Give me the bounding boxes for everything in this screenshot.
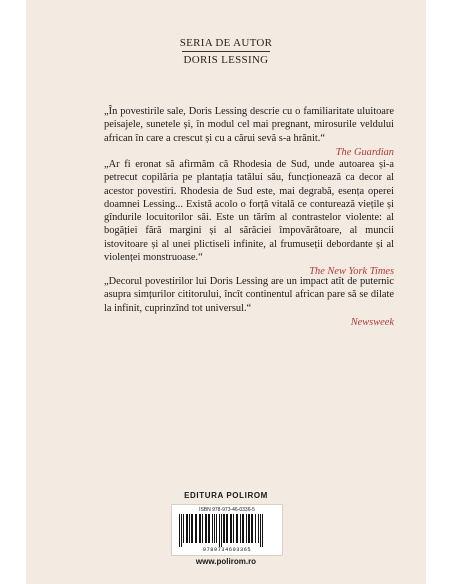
quote-newsweek bbox=[104, 275, 394, 329]
series-header bbox=[26, 36, 426, 67]
quote-source: Newsweek bbox=[350, 316, 394, 328]
quote-text: „Decorul povestirilor lui Doris Lessing are un impact atît de puternic asupra simțurilor cititorului, încît continentul african pare să se dilate la infinit, cuprinzînd tot universul.“ bbox=[104, 276, 394, 314]
back-cover bbox=[26, 0, 426, 584]
quote-nytimes bbox=[104, 158, 394, 278]
quote-source: The Guardian bbox=[335, 146, 394, 158]
barcode-number: 9789734603365 bbox=[202, 547, 252, 553]
series-divider bbox=[182, 51, 270, 52]
website-url: www.polirom.ro bbox=[195, 557, 257, 566]
author-name: DORIS LESSING bbox=[183, 54, 269, 66]
quote-text: „În povestirile sale, Doris Lessing descrie cu o familiaritate uluitoare peisajele, sunetele și, în modul cel mai pregnant, mirosurile veldului african în care a crescut și cu a cărui sevă s-a hrănit.“ bbox=[104, 106, 394, 144]
barcode-bars-icon bbox=[178, 514, 276, 547]
quote-text: „Ar fi eronat să afirmăm că Rhodesia de Sud, unde autoarea și-a petrecut copilăria pe plantația tatălui său, funcționează ca decor al acestor povestiri. Rhodesia de Sud este, mai degrabă, esența operei doamnei Lessing... Există acolo o forță vitală ce conturează viețile și gîndurile locuitorilor săi. Este un tărîm al contrastelor violente: al bogăției fără margini și al sărăciei împovărătoare, al muncii istovitoare și al unei plictiseli infinite, al frumuseții debordante și al violenței monstruoase.“ bbox=[104, 159, 394, 264]
barcode bbox=[171, 504, 283, 556]
quote-guardian bbox=[104, 105, 394, 159]
series-title: SERIA DE AUTOR bbox=[179, 37, 273, 49]
publisher-name: EDITURA POLIROM bbox=[184, 491, 268, 500]
quote-source: The New York Times bbox=[309, 266, 394, 278]
isbn-label: ISBN 978-973-46-0336-5 bbox=[199, 507, 255, 513]
